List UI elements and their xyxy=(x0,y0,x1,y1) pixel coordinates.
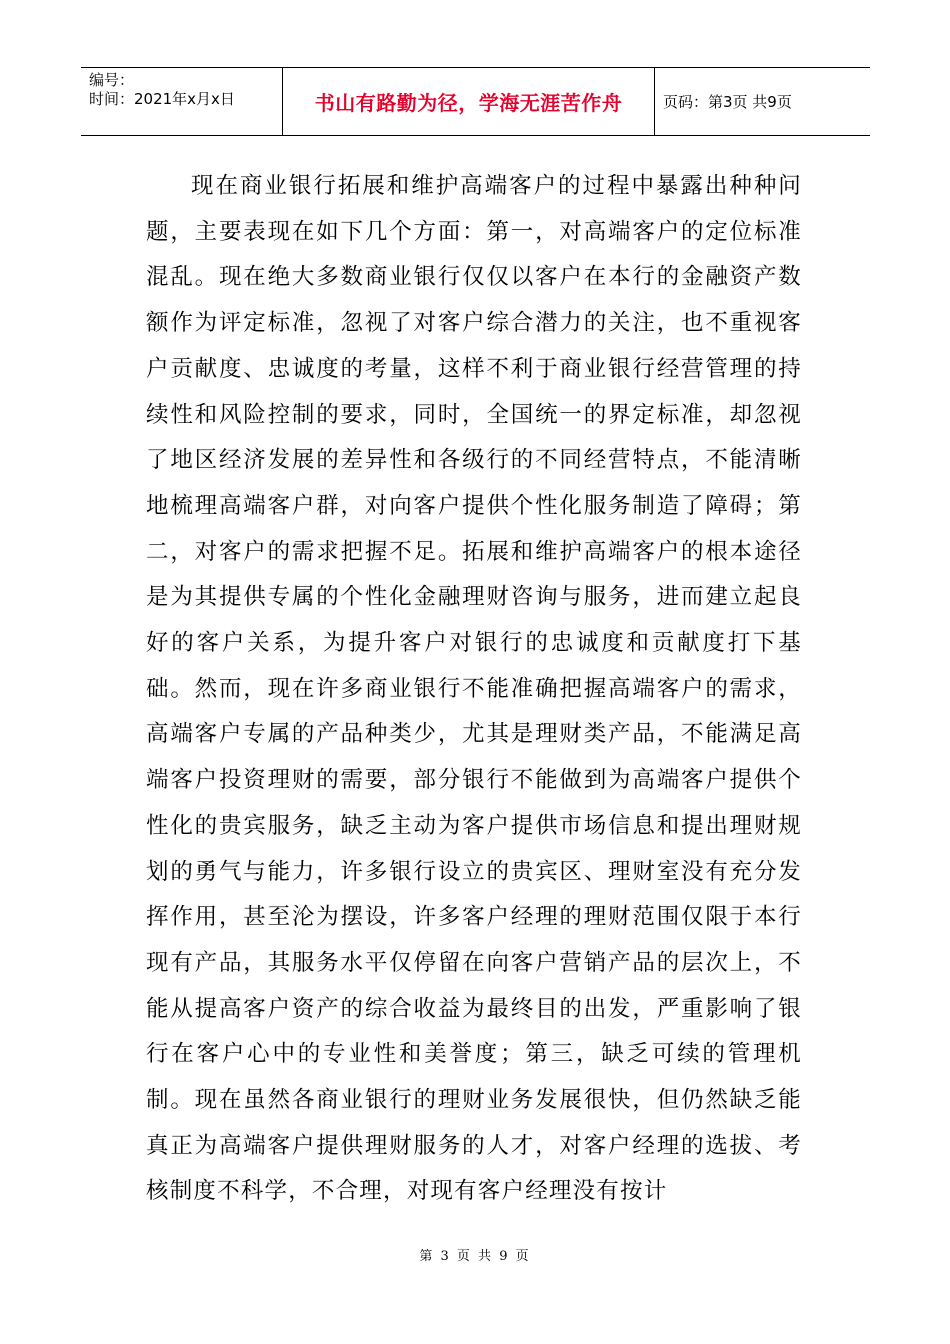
header-page-code: 页码：第3页 共9页 xyxy=(663,93,792,111)
document-date-label: 时间：2021年x月x日 xyxy=(89,90,235,108)
header-motto: 书山有路勤为径，学海无涯苦作舟 xyxy=(314,91,623,115)
header-page-cell xyxy=(655,68,870,135)
header-motto-cell xyxy=(283,68,655,135)
document-body xyxy=(146,164,802,1215)
document-header xyxy=(81,67,870,136)
body-paragraph: 现在商业银行拓展和维护高端客户的过程中暴露出种种问题，主要表现在如下几个方面：第一，对高端客户的定位标准混乱。现在绝大多数商业银行仅仅以客户在本行的金融资产数额作为评定标准，忽视了对客户综合潜力的关注，也不重视客户贡献度、忠诚度的考量，这样不利于商业银行经营管理的持续性和风险控制的要求，同时，全国统一的界定标准，却忽视了地区经济发展的差异性和各级行的不同经营特点，不能清晰地梳理高端客户群，对向客户提供个性化服务制造了障碍；第二，对客户的需求把握不足。拓展和维护高端客户的根本途径是为其提供专属的个性化金融理财咨询与服务，进而建立起良好的客户关系，为提升客户对银行的忠诚度和贡献度打下基础。然而，现在许多商业银行不能准确把握高端客户的需求，高端客户专属的产品种类少，尤其是理财类产品，不能满足高端客户投资理财的需要，部分银行不能做到为高端客户提供个性化的贵宾服务，缺乏主动为客户提供市场信息和提出理财规划的勇气与能力，许多银行设立的贵宾区、理财室没有充分发挥作用，甚至沦为摆设，许多客户经理的理财范围仅限于本行现有产品，其服务水平仅停留在向客户营销产品的层次上，不能从提高客户资产的综合收益为最终目的出发，严重影响了银行在客户心中的专业性和美誉度；第三，缺乏可续的管理机制。现在虽然各商业银行的理财业务发展很快，但仍然缺乏能真正为高端客户提供理财服务的人才，对客户经理的选拔、考核制度不科学，不合理，对现有客户经理没有按计 xyxy=(146,173,802,1205)
header-info-cell xyxy=(81,68,283,135)
footer-page-number: 第 3 页 共 9 页 xyxy=(419,1249,531,1264)
document-number-label: 编号： xyxy=(89,71,135,89)
page-footer xyxy=(0,1245,950,1264)
